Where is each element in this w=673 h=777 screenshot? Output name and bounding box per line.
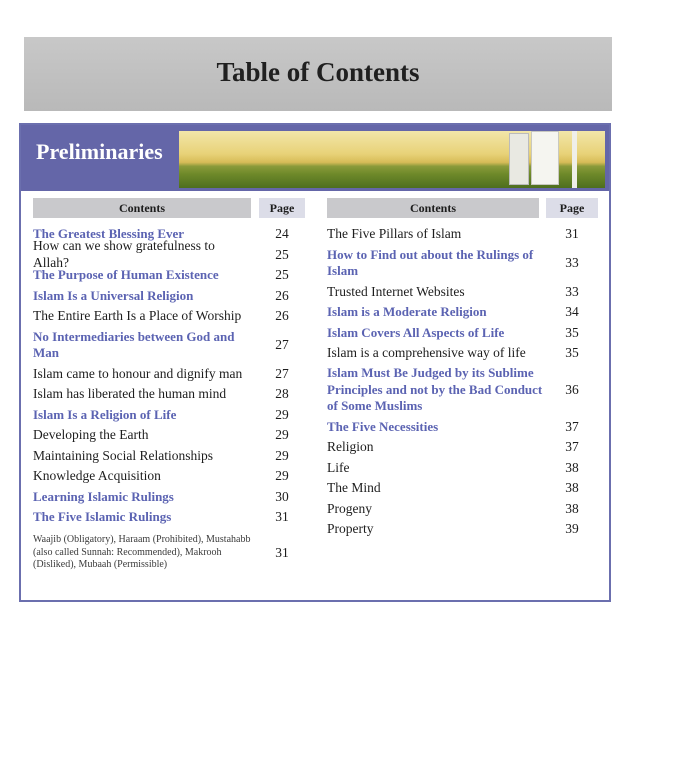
toc-entry bbox=[33, 487, 299, 508]
door-panel-image bbox=[531, 131, 559, 185]
entry-title: The Five Pillars of Islam bbox=[327, 226, 462, 241]
entry-page: 26 bbox=[275, 308, 289, 324]
entry-title: The Mind bbox=[327, 480, 381, 495]
entry-title: Trusted Internet Websites bbox=[327, 283, 465, 299]
entry-page: 38 bbox=[565, 459, 579, 475]
entry-page: 33 bbox=[565, 283, 579, 299]
entry-page: 34 bbox=[565, 304, 579, 320]
entry-page: 27 bbox=[275, 337, 289, 352]
entry-title: Knowledge Acquisition bbox=[33, 468, 161, 483]
toc-entry bbox=[33, 306, 299, 327]
page-title: Table of Contents bbox=[216, 57, 420, 87]
entry-page: 25 bbox=[275, 246, 289, 262]
entry-title: Islam is a Moderate Religion bbox=[327, 304, 487, 319]
entry-page: 39 bbox=[565, 521, 579, 537]
door-image bbox=[509, 133, 529, 185]
entry-title: Developing the Earth bbox=[33, 427, 149, 442]
entry-page: 38 bbox=[565, 480, 579, 496]
entry-page: 33 bbox=[565, 255, 579, 270]
page-header: Page bbox=[259, 198, 305, 218]
entry-title: Islam Is a Religion of Life bbox=[33, 406, 177, 422]
entry-page: 31 bbox=[565, 226, 579, 242]
toc-entry bbox=[327, 417, 601, 438]
toc-entry bbox=[327, 224, 601, 245]
toc-entry bbox=[327, 323, 601, 344]
entry-title: The Purpose of Human Existence bbox=[33, 267, 219, 282]
toc-entry bbox=[327, 343, 601, 364]
entry-page: 29 bbox=[275, 447, 289, 463]
entry-title: Learning Islamic Rulings bbox=[33, 488, 174, 504]
toc-entry bbox=[33, 238, 299, 270]
contents-header: Contents bbox=[33, 198, 251, 218]
toc-entry bbox=[33, 507, 299, 528]
entry-title: Life bbox=[327, 459, 350, 475]
title-bar bbox=[24, 37, 612, 111]
entry-title: How can we show gratefulness to Allah? bbox=[33, 238, 215, 270]
toc-entry bbox=[33, 384, 299, 405]
entry-title: The Greatest Blessing Ever bbox=[33, 226, 185, 241]
entry-title: Waajib (Obligatory), Haraam (Prohibited), Mustahabb (also called Sunnah: Recommended), Makrooh (Disliked), Mubaah (Permissible) bbox=[33, 534, 251, 571]
entry-title: Maintaining Social Relationships bbox=[33, 447, 213, 463]
entry-page: 35 bbox=[565, 324, 579, 340]
entry-title: Religion bbox=[327, 439, 374, 454]
entry-page: 37 bbox=[565, 418, 579, 434]
entry-title: No Intermediaries between God and Man bbox=[33, 328, 235, 360]
entry-page: 25 bbox=[275, 267, 289, 283]
entry-title: Progeny bbox=[327, 500, 372, 516]
toc-entry bbox=[33, 286, 299, 307]
page-header: Page bbox=[546, 198, 598, 218]
entry-title: How to Find out about the Rulings of Islam bbox=[327, 246, 534, 278]
toc-entry bbox=[33, 466, 299, 487]
entry-page: 24 bbox=[275, 226, 289, 242]
entry-page: 35 bbox=[565, 345, 579, 361]
entry-page: 31 bbox=[275, 509, 289, 525]
toc-entry bbox=[33, 405, 299, 426]
toc-entry bbox=[33, 528, 299, 579]
entry-title: Islam is a comprehensive way of life bbox=[327, 345, 526, 360]
right-header bbox=[327, 198, 601, 218]
entry-title: The Entire Earth Is a Place of Worship bbox=[33, 308, 242, 323]
toc-entry bbox=[33, 446, 299, 467]
toc-entry bbox=[327, 302, 601, 323]
entry-page: 27 bbox=[275, 365, 289, 381]
entry-page: 36 bbox=[565, 382, 579, 397]
entry-page: 29 bbox=[275, 468, 289, 484]
toc-entry bbox=[327, 282, 601, 303]
section-title: Preliminaries bbox=[36, 139, 163, 164]
entry-title: The Five Islamic Rulings bbox=[33, 509, 172, 524]
toc-entry bbox=[327, 519, 601, 540]
section-banner bbox=[21, 125, 609, 191]
entry-page: 26 bbox=[275, 287, 289, 303]
entry-title: Islam has liberated the human mind bbox=[33, 386, 227, 401]
entry-title: The Five Necessities bbox=[327, 418, 439, 434]
banner-image bbox=[179, 131, 605, 188]
entry-page: 31 bbox=[275, 545, 289, 560]
entry-title: Islam Is a Universal Religion bbox=[33, 287, 194, 303]
left-header bbox=[33, 198, 299, 218]
post-image bbox=[572, 131, 577, 188]
entry-title: Islam came to honour and dignify man bbox=[33, 365, 243, 381]
toc-entry bbox=[327, 499, 601, 520]
entry-page: 28 bbox=[275, 386, 289, 402]
entry-title: Islam Must Be Judged by its Sublime Principles and not by the Bad Conduct of Some Muslims bbox=[327, 365, 543, 414]
toc-entry bbox=[33, 265, 299, 286]
toc-entry bbox=[33, 327, 299, 364]
entry-page: 37 bbox=[565, 439, 579, 455]
entry-page: 38 bbox=[565, 500, 579, 516]
entry-title: Property bbox=[327, 521, 374, 536]
toc-entry bbox=[327, 364, 601, 417]
contents-box bbox=[19, 123, 611, 602]
toc-entry bbox=[327, 437, 601, 458]
contents-header: Contents bbox=[327, 198, 539, 218]
entry-page: 29 bbox=[275, 427, 289, 443]
entry-title: Islam Covers All Aspects of Life bbox=[327, 324, 505, 340]
entry-page: 30 bbox=[275, 488, 289, 504]
toc-entry bbox=[327, 458, 601, 479]
toc-entry bbox=[33, 364, 299, 385]
toc-entry bbox=[33, 425, 299, 446]
toc-entry bbox=[327, 245, 601, 282]
entry-page: 29 bbox=[275, 406, 289, 422]
right-column bbox=[327, 198, 601, 540]
left-column bbox=[33, 198, 299, 579]
toc-entry bbox=[327, 478, 601, 499]
